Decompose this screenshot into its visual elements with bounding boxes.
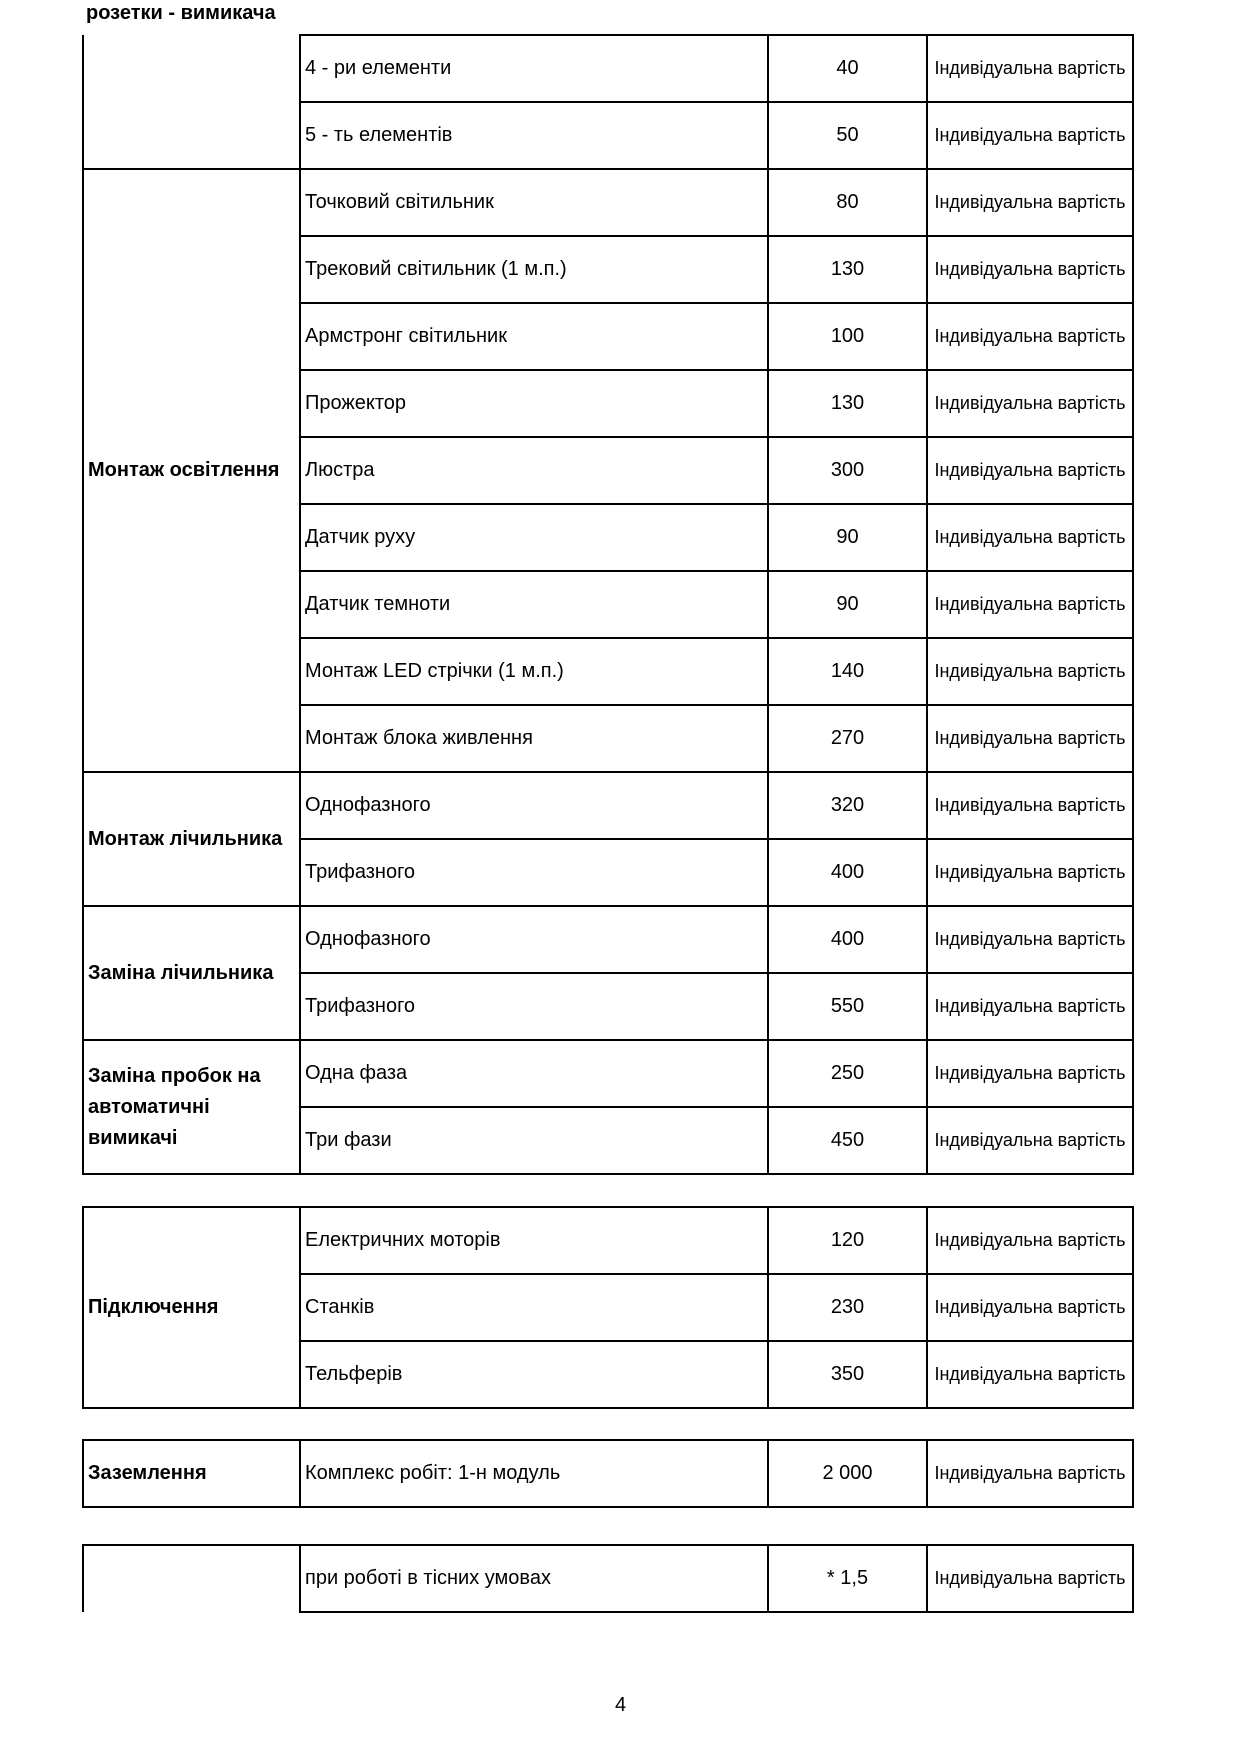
note-cell: Індивідуальна вартість [927,35,1133,102]
category-cell [83,35,300,169]
price-cell: 400 [768,839,927,906]
cut-off-category-heading: розетки - вимикача [86,2,276,24]
item-cell: при роботі в тісних умовах [300,1545,768,1612]
price-cell: 300 [768,437,927,504]
price-cell: 270 [768,705,927,772]
price-cell: 120 [768,1207,927,1274]
item-cell: Трифазного [300,839,768,906]
category-cell: Заміна лічильника [83,906,300,1040]
price-cell: 130 [768,370,927,437]
price-cell: 350 [768,1341,927,1408]
price-cell: 320 [768,772,927,839]
note-cell: Індивідуальна вартість [927,973,1133,1040]
item-cell: Одна фаза [300,1040,768,1107]
category-cell: Заміна пробок на автоматичні вимикачі [83,1040,300,1174]
table-row [83,772,1133,839]
note-cell: Індивідуальна вартість [927,1207,1133,1274]
page-number: 4 [614,1694,627,1716]
item-cell: 4 - ри елементи [300,35,768,102]
price-cell: 90 [768,571,927,638]
note-cell: Індивідуальна вартість [927,772,1133,839]
price-cell: 250 [768,1040,927,1107]
table-row [83,906,1133,973]
table-row [83,1545,1133,1612]
note-cell: Індивідуальна вартість [927,638,1133,705]
table-row [83,1207,1133,1274]
table-row [83,169,1133,236]
price-cell: 130 [768,236,927,303]
category-cell [83,1545,300,1612]
price-cell: 80 [768,169,927,236]
item-cell: Люстра [300,437,768,504]
note-cell: Індивідуальна вартість [927,169,1133,236]
price-table-connection [82,1206,1134,1409]
item-cell: 5 - ть елементів [300,102,768,169]
price-table-conditions [82,1544,1134,1613]
category-cell: Монтаж освітлення [83,169,300,772]
note-cell: Індивідуальна вартість [927,705,1133,772]
item-cell: Датчик темноти [300,571,768,638]
note-cell: Індивідуальна вартість [927,1107,1133,1174]
item-cell: Монтаж LED стрічки (1 м.п.) [300,638,768,705]
price-cell: 90 [768,504,927,571]
note-cell: Індивідуальна вартість [927,504,1133,571]
category-cell: Монтаж лічильника [83,772,300,906]
note-cell: Індивідуальна вартість [927,1040,1133,1107]
note-cell: Індивідуальна вартість [927,102,1133,169]
note-cell: Індивідуальна вартість [927,1545,1133,1612]
note-cell: Індивідуальна вартість [927,1341,1133,1408]
item-cell: Станків [300,1274,768,1341]
item-cell: Армстронг світильник [300,303,768,370]
note-cell: Індивідуальна вартість [927,303,1133,370]
price-cell: 400 [768,906,927,973]
table-row [83,1440,1133,1507]
note-cell: Індивідуальна вартість [927,437,1133,504]
price-table-grounding [82,1439,1134,1508]
note-cell: Індивідуальна вартість [927,1440,1133,1507]
item-cell: Датчик руху [300,504,768,571]
price-cell: 550 [768,973,927,1040]
table-row [83,35,1133,102]
price-cell: * 1,5 [768,1545,927,1612]
item-cell: Точковий світильник [300,169,768,236]
item-cell: Трековий світильник (1 м.п.) [300,236,768,303]
price-cell: 140 [768,638,927,705]
note-cell: Індивідуальна вартість [927,906,1133,973]
category-cell: Заземлення [83,1440,300,1507]
note-cell: Індивідуальна вартість [927,236,1133,303]
item-cell: Монтаж блока живлення [300,705,768,772]
item-cell: Тельферів [300,1341,768,1408]
price-cell: 50 [768,102,927,169]
price-cell: 230 [768,1274,927,1341]
price-cell: 2 000 [768,1440,927,1507]
category-cell: Підключення [83,1207,300,1408]
price-cell: 100 [768,303,927,370]
note-cell: Індивідуальна вартість [927,571,1133,638]
table-row [83,1040,1133,1107]
item-cell: Електричних моторів [300,1207,768,1274]
price-cell: 450 [768,1107,927,1174]
item-cell: Однофазного [300,906,768,973]
note-cell: Індивідуальна вартість [927,1274,1133,1341]
note-cell: Індивідуальна вартість [927,839,1133,906]
price-table-main [82,34,1134,1175]
item-cell: Однофазного [300,772,768,839]
item-cell: Комплекс робіт: 1-н модуль [300,1440,768,1507]
note-cell: Індивідуальна вартість [927,370,1133,437]
item-cell: Прожектор [300,370,768,437]
price-cell: 40 [768,35,927,102]
item-cell: Три фази [300,1107,768,1174]
item-cell: Трифазного [300,973,768,1040]
